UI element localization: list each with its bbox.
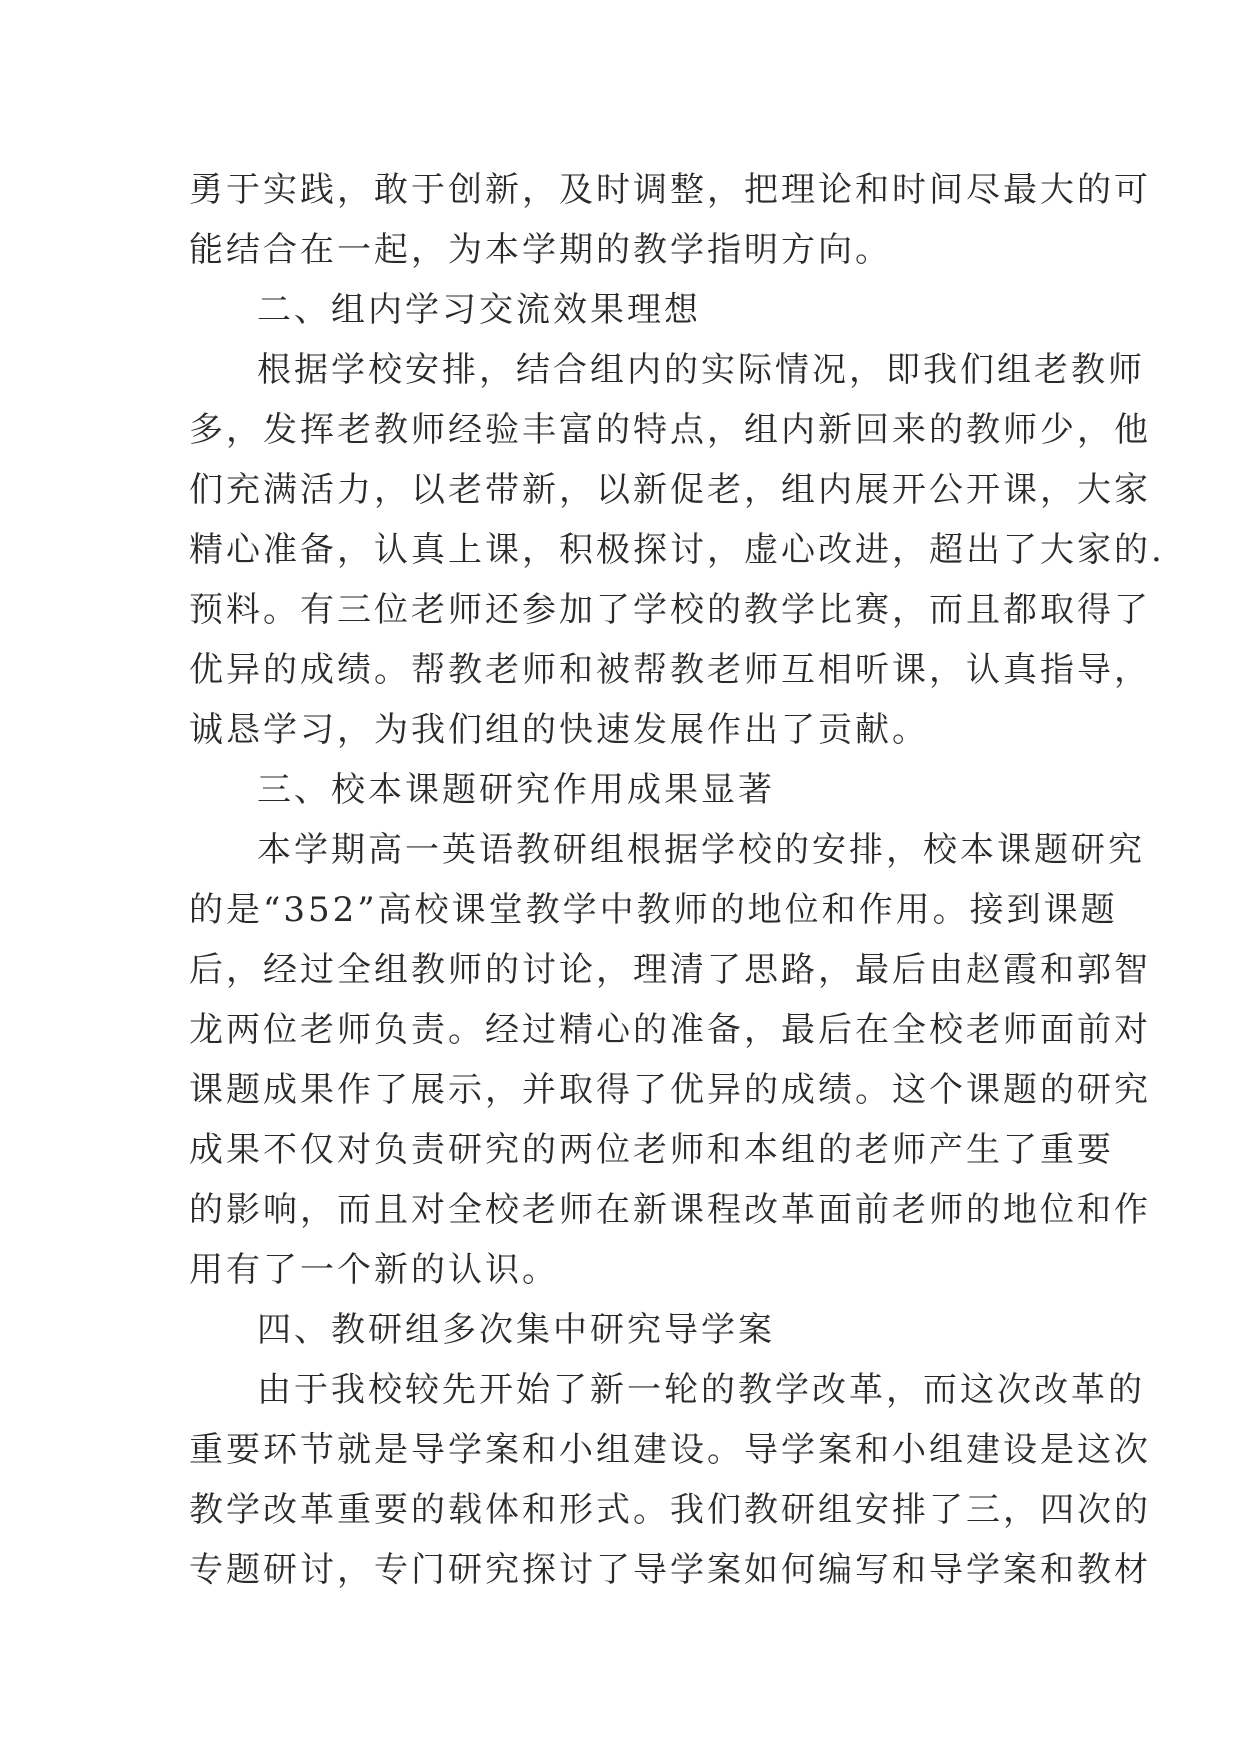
- text-line: 的影响，而且对全校老师在新课程改革面前老师的地位和作: [189, 1190, 1151, 1230]
- text-line: 重要环节就是导学案和小组建设。导学案和小组建设是这次: [189, 1430, 1151, 1470]
- text-line: 教学改革重要的载体和形式。我们教研组安排了三，四次的: [189, 1490, 1151, 1530]
- text-line: 的是“352”高校课堂教学中教师的地位和作用。接到课题: [189, 890, 1118, 930]
- text-line: 二、组内学习交流效果理想: [257, 290, 701, 330]
- text-line: 三、校本课题研究作用成果显著: [257, 770, 775, 810]
- text-line: 专题研讨，专门研究探讨了导学案如何编写和导学案和教材: [189, 1550, 1151, 1590]
- document-body: [189, 160, 1165, 1600]
- text-line: 本学期高一英语教研组根据学校的安排，校本课题研究: [257, 830, 1145, 870]
- text-line: 们充满活力，以老带新，以新促老，组内展开公开课，大家: [189, 470, 1151, 510]
- text-line: 根据学校安排，结合组内的实际情况，即我们组老教师: [257, 350, 1145, 390]
- text-line: 多，发挥老教师经验丰富的特点，组内新回来的教师少，他: [189, 410, 1151, 450]
- text-line: 成果不仅对负责研究的两位老师和本组的老师产生了重要: [189, 1130, 1114, 1170]
- text-line: 四、教研组多次集中研究导学案: [257, 1310, 775, 1350]
- text-line: 用有了一个新的认识。: [189, 1250, 559, 1290]
- text-line: 勇于实践，敢于创新，及时调整，把理论和时间尽最大的可: [189, 170, 1151, 210]
- text-line: 精心准备，认真上课，积极探讨，虚心改进，超出了大家的.: [189, 530, 1165, 570]
- text-line: 龙两位老师负责。经过精心的准备，最后在全校老师面前对: [189, 1010, 1151, 1050]
- text-line: 能结合在一起，为本学期的教学指明方向。: [189, 230, 892, 270]
- text-line: 由于我校较先开始了新一轮的教学改革，而这次改革的: [257, 1370, 1145, 1410]
- text-line: 课题成果作了展示，并取得了优异的成绩。这个课题的研究: [189, 1070, 1151, 1110]
- text-line: 后，经过全组教师的讨论，理清了思路，最后由赵霞和郭智: [189, 950, 1151, 990]
- text-line: 预料。有三位老师还参加了学校的教学比赛，而且都取得了: [189, 590, 1151, 630]
- text-line: 优异的成绩。帮教老师和被帮教老师互相听课，认真指导，: [189, 650, 1151, 690]
- text-line: 诚恳学习，为我们组的快速发展作出了贡献。: [189, 710, 929, 750]
